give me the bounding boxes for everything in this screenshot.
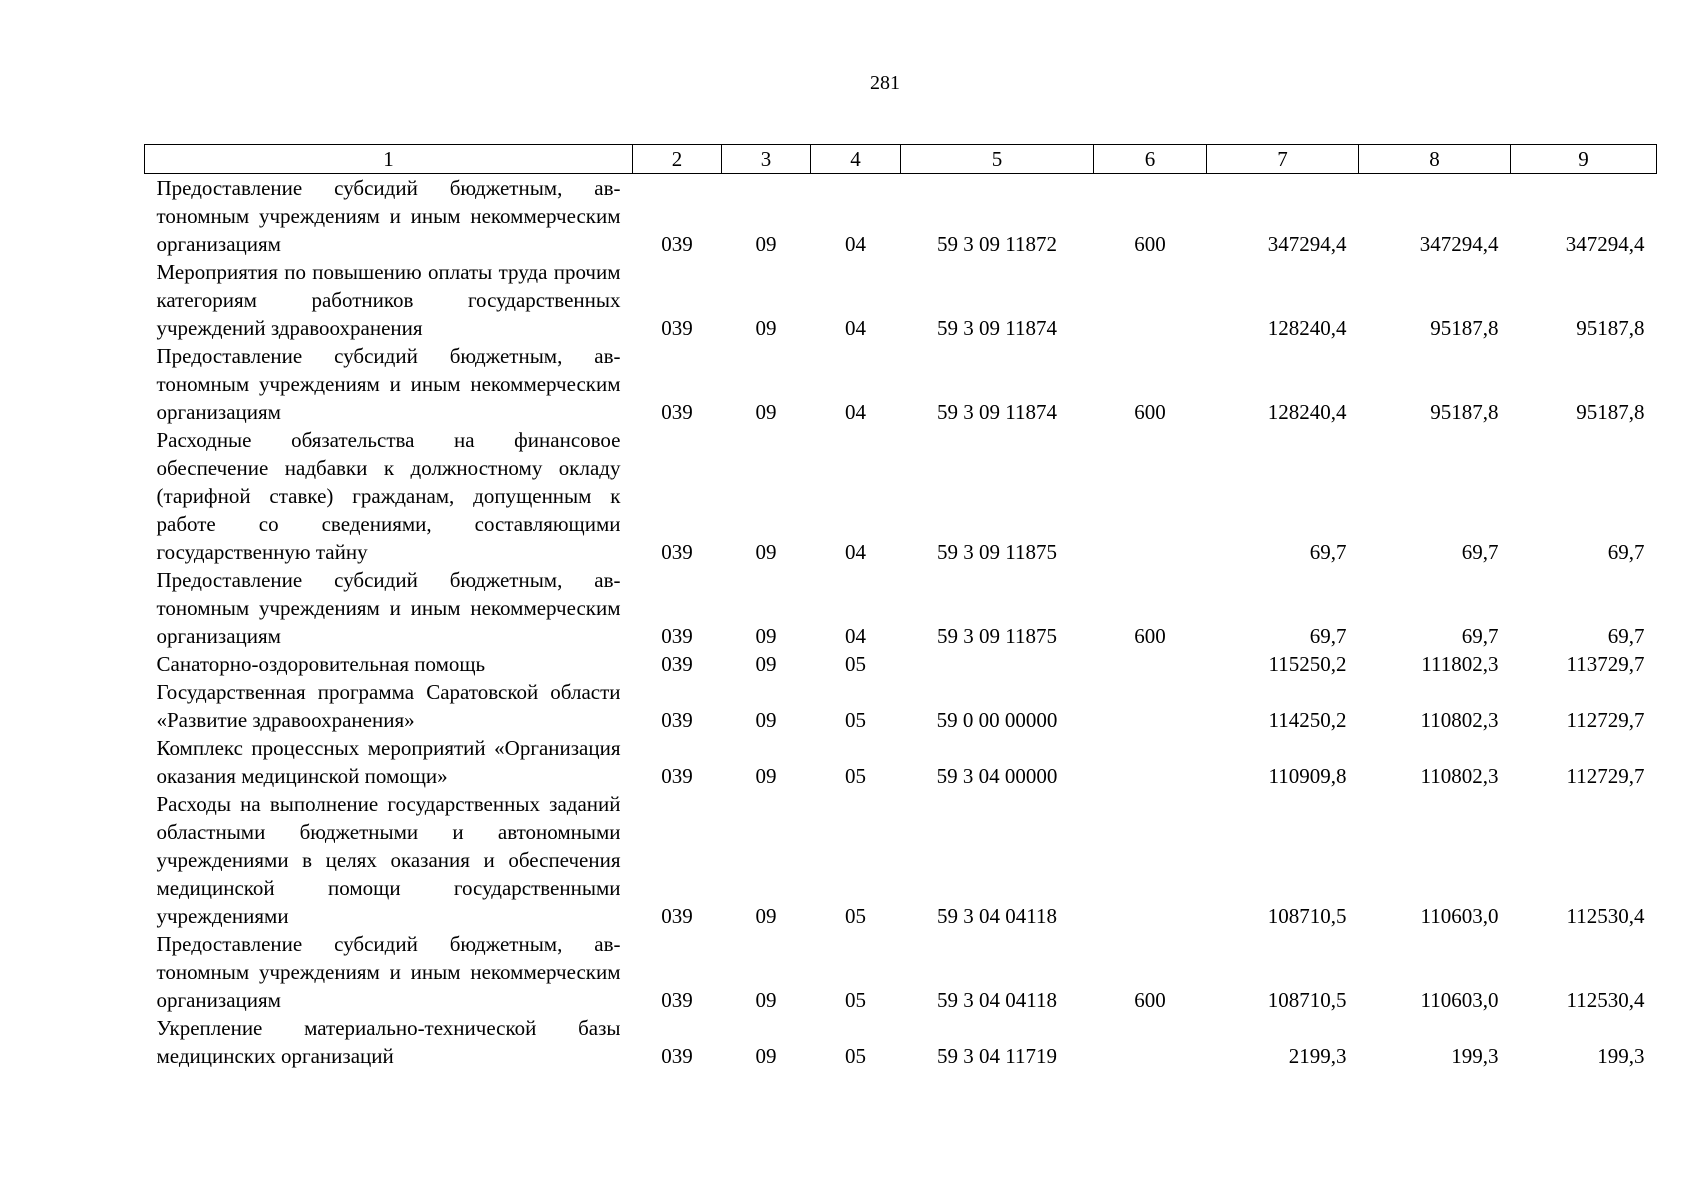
ministry-code-cell: 039 [661, 540, 693, 564]
amount-year3-cell: 69,7 [1607, 540, 1645, 564]
amount-year1-cell: 108710,5 [1267, 904, 1347, 928]
row-name-cell: Комплекс процессных мероприятий «Организация оказания медицинской помощи» [156, 736, 621, 788]
column-header: 7 [1207, 145, 1359, 174]
amount-year3-cell: 69,7 [1607, 624, 1645, 648]
section-code-cell: 09 [755, 540, 777, 564]
section-code-cell: 09 [755, 652, 777, 676]
section-code-cell: 09 [755, 624, 777, 648]
amount-year2-cell: 110603,0 [1420, 904, 1499, 928]
target-article-cell: 59 3 04 11719 [937, 1044, 1057, 1068]
target-article-cell: 59 3 04 04118 [937, 904, 1057, 928]
amount-year1-cell: 69,7 [1309, 624, 1347, 648]
amount-year2-cell: 111802,3 [1421, 652, 1499, 676]
subsection-code-cell: 05 [845, 708, 866, 732]
subsection-code-cell: 04 [845, 540, 866, 564]
section-code-cell: 09 [755, 988, 777, 1012]
row-name-cell: Расходы на выполнение государственных заданий областными бюджетными и автономными учреждениями в целях оказания и обеспечения медицинской помощи государственными учреждениями [156, 792, 621, 928]
table-row [145, 678, 1657, 734]
ministry-code-cell: 039 [661, 400, 693, 424]
column-header: 1 [145, 145, 633, 174]
target-article-cell [901, 650, 1094, 678]
ministry-code-cell: 039 [661, 232, 693, 256]
table-row [145, 1014, 1657, 1070]
expense-type-cell [1094, 678, 1207, 734]
expense-type-cell [1094, 258, 1207, 342]
amount-year3-cell: 95187,8 [1576, 316, 1645, 340]
section-code-cell: 09 [755, 904, 777, 928]
expense-type-cell [1094, 790, 1207, 930]
subsection-code-cell: 05 [845, 904, 866, 928]
table-row [145, 426, 1657, 566]
amount-year3-cell: 112530,4 [1566, 904, 1645, 928]
amount-year1-cell: 114250,2 [1268, 708, 1347, 732]
target-article-cell: 59 3 04 04118 [937, 988, 1057, 1012]
subsection-code-cell: 05 [845, 988, 866, 1012]
expense-type-cell: 600 [1134, 624, 1166, 648]
column-header: 8 [1359, 145, 1511, 174]
ministry-code-cell: 039 [661, 904, 693, 928]
ministry-code-cell: 039 [661, 708, 693, 732]
subsection-code-cell: 04 [845, 624, 866, 648]
amount-year1-cell: 108710,5 [1267, 988, 1347, 1012]
amount-year2-cell: 69,7 [1461, 540, 1499, 564]
amount-year2-cell: 347294,4 [1419, 232, 1499, 256]
ministry-code-cell: 039 [661, 652, 693, 676]
expense-type-cell [1094, 650, 1207, 678]
table-row [145, 930, 1657, 1014]
row-name-cell: Предоставление субсидий бюджетным, автономным учреждениям и иным некоммерческим организациям [156, 176, 621, 256]
expense-type-cell [1094, 734, 1207, 790]
section-code-cell: 09 [755, 400, 777, 424]
section-code-cell: 09 [755, 316, 777, 340]
expense-type-cell: 600 [1134, 400, 1166, 424]
column-header: 3 [722, 145, 811, 174]
subsection-code-cell: 05 [845, 652, 866, 676]
amount-year2-cell: 110603,0 [1420, 988, 1499, 1012]
column-header: 2 [633, 145, 722, 174]
row-name-cell: Мероприятия по повышению оплаты труда прочим категориям работников государственных учреждений здравоохранения [156, 260, 621, 340]
amount-year3-cell: 95187,8 [1576, 400, 1645, 424]
expense-type-cell: 600 [1134, 988, 1166, 1012]
row-name-cell: Предоставление субсидий бюджетным, автономным учреждениям и иным некоммерческим организациям [156, 568, 621, 648]
header-row [145, 145, 1657, 174]
table-row [145, 790, 1657, 930]
amount-year3-cell: 112729,7 [1566, 764, 1645, 788]
amount-year2-cell: 110802,3 [1420, 708, 1499, 732]
amount-year1-cell: 128240,4 [1267, 400, 1347, 424]
ministry-code-cell: 039 [661, 1044, 693, 1068]
amount-year2-cell: 95187,8 [1430, 400, 1499, 424]
ministry-code-cell: 039 [661, 624, 693, 648]
expense-type-cell [1094, 1014, 1207, 1070]
amount-year1-cell: 115250,2 [1268, 652, 1347, 676]
page-number: 281 [870, 72, 900, 94]
amount-year1-cell: 347294,4 [1267, 232, 1347, 256]
target-article-cell: 59 0 00 00000 [936, 708, 1058, 732]
section-code-cell: 09 [755, 764, 777, 788]
row-name-cell: Предоставление субсидий бюджетным, автономным учреждениям и иным некоммерческим организациям [156, 932, 621, 1012]
table-row [145, 734, 1657, 790]
ministry-code-cell: 039 [661, 988, 693, 1012]
table-row [145, 650, 1657, 678]
row-name-cell: Расходные обязательства на финансовое обеспечение надбавки к должностному окладу (тарифной ставке) гражданам, допущенным к работе со сведениями, составляющими государственную тайну [156, 428, 621, 564]
ministry-code-cell: 039 [661, 316, 693, 340]
table-row [145, 174, 1657, 259]
amount-year3-cell: 347294,4 [1565, 232, 1645, 256]
amount-year1-cell: 69,7 [1309, 540, 1347, 564]
column-header: 5 [901, 145, 1094, 174]
subsection-code-cell: 04 [845, 400, 866, 424]
expense-type-cell: 600 [1134, 232, 1166, 256]
amount-year1-cell: 128240,4 [1267, 316, 1347, 340]
row-name-cell: Предоставление субсидий бюджетным, автономным учреждениям и иным некоммерческим организациям [156, 344, 621, 424]
target-article-cell: 59 3 09 11874 [937, 400, 1057, 424]
table-row [145, 566, 1657, 650]
amount-year2-cell: 69,7 [1461, 624, 1499, 648]
target-article-cell: 59 3 09 11875 [937, 624, 1057, 648]
column-header: 9 [1511, 145, 1657, 174]
amount-year1-cell: 110909,8 [1268, 764, 1347, 788]
subsection-code-cell: 04 [845, 316, 866, 340]
section-code-cell: 09 [755, 708, 777, 732]
subsection-code-cell: 05 [845, 1044, 866, 1068]
target-article-cell: 59 3 04 00000 [936, 764, 1058, 788]
budget-table [144, 144, 1657, 1070]
table-row [145, 342, 1657, 426]
row-name-cell: Санаторно-оздоровительная помощь [156, 652, 486, 676]
target-article-cell: 59 3 09 11874 [937, 316, 1057, 340]
section-code-cell: 09 [755, 1044, 777, 1068]
target-article-cell: 59 3 09 11872 [937, 232, 1057, 256]
expense-type-cell [1094, 426, 1207, 566]
amount-year3-cell: 113729,7 [1566, 652, 1645, 676]
amount-year2-cell: 199,3 [1451, 1044, 1499, 1068]
row-name-cell: Укрепление материально-технической базы медицинских организаций [156, 1016, 621, 1068]
subsection-code-cell: 05 [845, 764, 866, 788]
target-article-cell: 59 3 09 11875 [937, 540, 1057, 564]
section-code-cell: 09 [755, 232, 777, 256]
amount-year3-cell: 112530,4 [1566, 988, 1645, 1012]
row-name-cell: Государственная программа Саратовской области «Развитие здравоохранения» [156, 680, 621, 732]
table-body [145, 174, 1657, 1071]
amount-year2-cell: 110802,3 [1420, 764, 1499, 788]
amount-year1-cell: 2199,3 [1288, 1044, 1347, 1068]
amount-year3-cell: 112729,7 [1566, 708, 1645, 732]
table-row [145, 258, 1657, 342]
column-header: 4 [811, 145, 901, 174]
subsection-code-cell: 04 [845, 232, 866, 256]
amount-year3-cell: 199,3 [1597, 1044, 1645, 1068]
column-header: 6 [1094, 145, 1207, 174]
amount-year2-cell: 95187,8 [1430, 316, 1499, 340]
ministry-code-cell: 039 [661, 764, 693, 788]
